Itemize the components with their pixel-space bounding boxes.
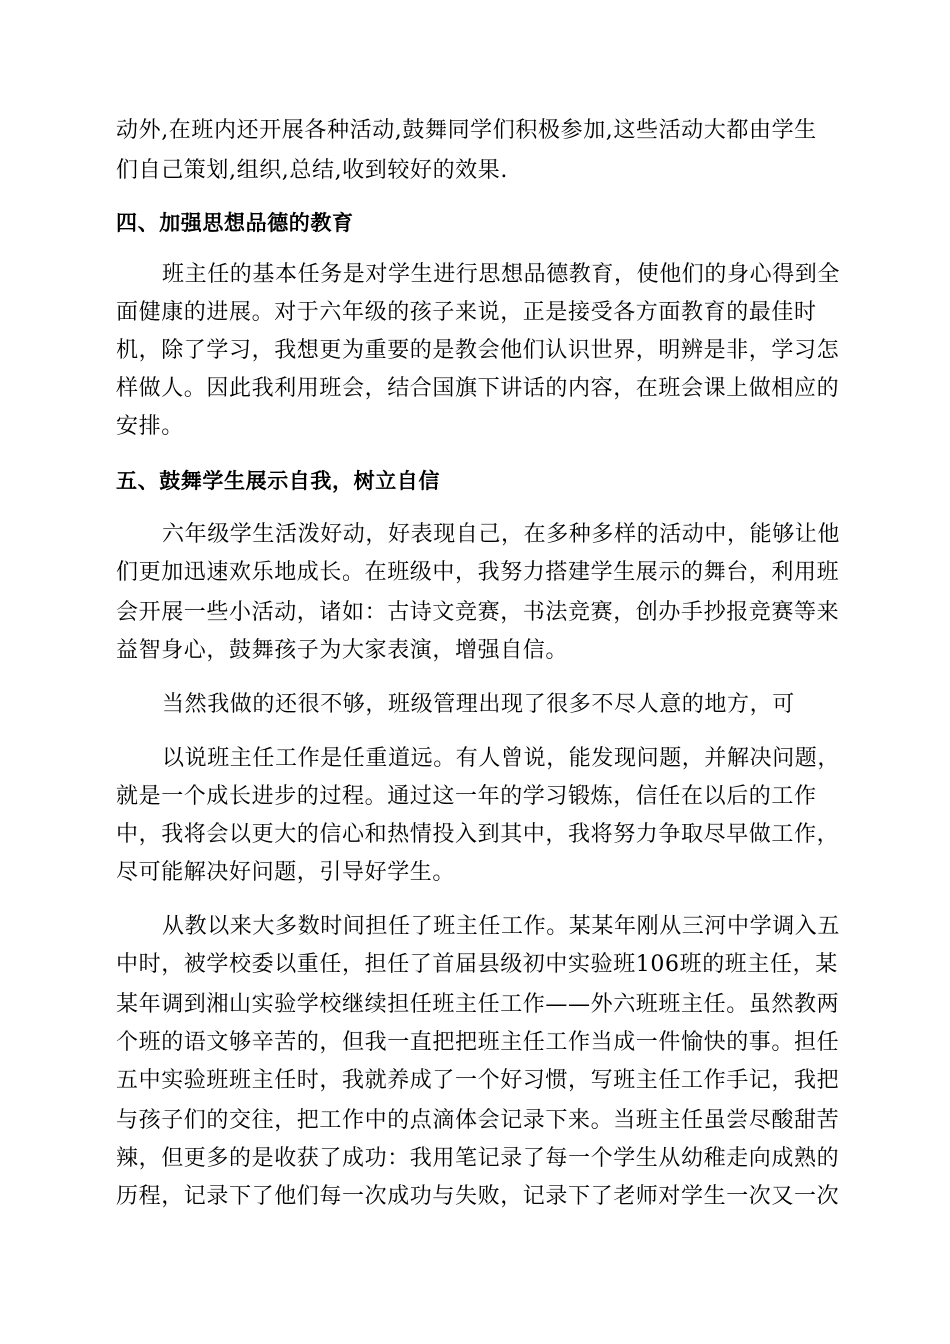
text-line: 尽可能解决好问题，引导好学生。 xyxy=(116,860,456,885)
text-line: 历程，记录下了他们每一次成功与失败，记录下了老师对学生一次又一次 xyxy=(116,1184,840,1209)
text-line: 个班的语文够辛苦的，但我一直把把班主任工作当成一件愉快的事。担任 xyxy=(116,1030,840,1055)
text-line: 们更加迅速欢乐地成长。在班级中，我努力搭建学生展示的舞台，利用班 xyxy=(116,560,840,585)
text-line: 中时，被学校委以重任，担任了首届县级初中实验班106班的班主任，某 xyxy=(116,952,838,977)
text-line: 安排。 xyxy=(116,414,184,439)
text-line: 辣，但更多的是收获了成功：我用笔记录了每一个学生从幼稚走向成熟的 xyxy=(116,1146,840,1171)
text-line: 与孩子们的交往，把工作中的点滴体会记录下来。当班主任虽尝尽酸甜苦 xyxy=(116,1108,840,1133)
section-heading: 五、鼓舞学生展示自我，树立自信 xyxy=(116,469,440,493)
text-line: 就是一个成长进步的过程。通过这一年的学习锻炼，信任在以后的工作 xyxy=(116,784,817,809)
text-line: 中，我将会以更大的信心和热情投入到其中，我将努力争取尽早做工作， xyxy=(116,822,840,847)
text-line: 某年调到湘山实验学校继续担任班主任工作——外六班班主任。虽然教两 xyxy=(116,992,840,1017)
text-line: 益智身心，鼓舞孩子为大家表演，增强自信。 xyxy=(116,638,569,663)
text-line: 机，除了学习，我想更为重要的是教会他们认识世界，明辨是非，学习怎 xyxy=(116,338,840,363)
text-line: 们自己策划,组织,总结,收到较好的效果. xyxy=(116,158,508,183)
text-line: 六年级学生活泼好动，好表现自己，在多种多样的活动中，能够让他 xyxy=(162,522,841,547)
text-line: 样做人。因此我利用班会，结合国旗下讲话的内容，在班会课上做相应的 xyxy=(116,376,840,401)
text-line: 班主任的基本任务是对学生进行思想品德教育，使他们的身心得到全 xyxy=(162,262,841,287)
text-line: 从教以来大多数时间担任了班主任工作。某某年刚从三河中学调入五 xyxy=(162,914,841,939)
section-heading: 四、加强思想品德的教育 xyxy=(116,211,354,235)
text-line: 动外,在班内还开展各种活动,鼓舞同学们积极参加,这些活动大都由学生 xyxy=(116,118,817,143)
text-line: 面健康的进展。对于六年级的孩子来说，正是接受各方面教育的最佳时 xyxy=(116,300,817,325)
text-line: 当然我做的还很不够，班级管理出现了很多不尽人意的地方，可 xyxy=(162,692,795,717)
text-line: 会开展一些小活动，诸如：古诗文竞赛，书法竞赛，创办手抄报竞赛等来 xyxy=(116,600,840,625)
text-line: 以说班主任工作是任重道远。有人曾说，能发现问题，并解决问题， xyxy=(162,746,841,771)
text-line: 五中实验班班主任时，我就养成了一个好习惯，写班主任工作手记，我把 xyxy=(116,1068,840,1093)
